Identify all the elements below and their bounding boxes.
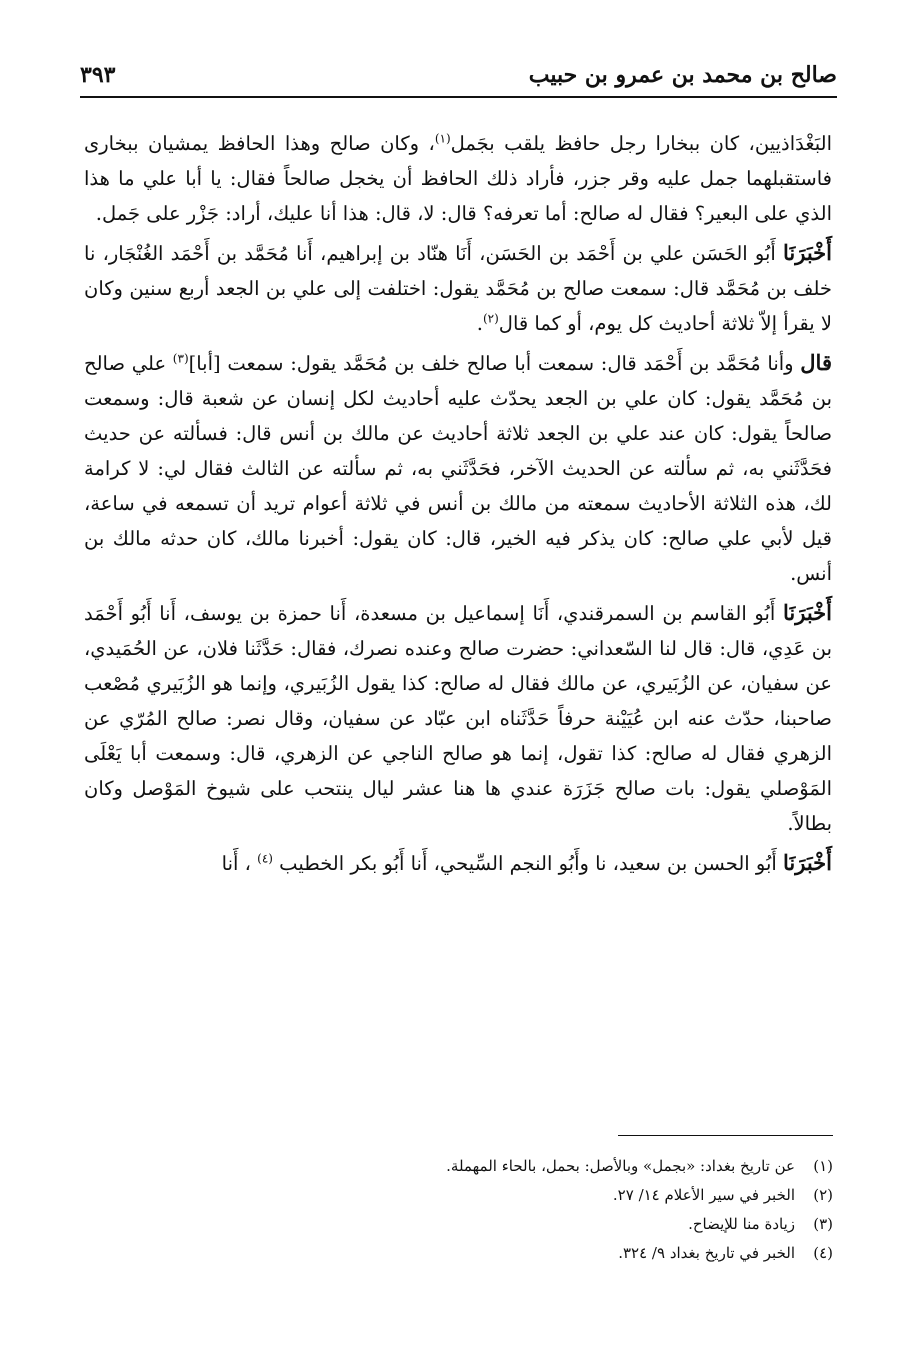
paragraph-4 [84, 595, 832, 841]
lead-word: قال [800, 350, 832, 375]
lead-word: أَخْبَرَنَا [783, 600, 832, 625]
text-segment: . [476, 312, 483, 335]
footnote-number: (٤) [813, 1244, 833, 1262]
paragraph-5 [84, 845, 832, 881]
paragraph-1 [84, 126, 832, 231]
footnote-text: زيادة منا للإيضاح. [688, 1215, 795, 1233]
footnotes [200, 1152, 833, 1268]
text-segment: أَبُو القاسم بن السمرقندي، أَنَا إسماعيل بن مسعدة، أَنا حمزة بن يوسف، أَنا أَبُو أَحْمَد بن عَدِي، قال: قال لنا السّعداني: حضرت صالح وعنده نصرك، فقال: حَدَّثَنا فلان، عن الحُمَيدي، عن سفيان، عن الزُبَيري، عن مالك فقال له صالح: كذا يقول الزُبَيري، وإنما هو الزُبَيري مُصْعب صاحبنا، حدّث عنه ابن عُيَيْنة حرفاً حَدَّثَناه ابن عبّاد عن سفيان، وقال نصر: صالح المُرّي عن الزهري فقال له صالح: كذا تقول، إنما هو صالح الناجي عن الزهري، قال: وسمعت أبا يَعْلَى المَوْصلي يقول: بات صالح جَزَرَة عندي ها هنا عشر ليال ينتحب على شيوخ المَوْصل وكان بطالاً. [84, 602, 832, 835]
text-segment: ، وكان صالح وهذا الحافظ يمشيان ببخارى فاستقبلهما جمل عليه وقر جزر، فأراد ذلك الحافظ أن يخجل صالحاً فقال: يا أبا علي ما هذا الذي على البعير؟ فقال له صالح: أما تعرفه؟ قال: لا، قال: هذا أنا عليك، أراد: جَزْر على جَمل. [84, 132, 832, 225]
chapter-title: صالح بن محمد بن عمرو بن حبيب [528, 62, 837, 88]
body-text [84, 126, 832, 885]
text-segment: علي صالح بن مُحَمَّد يقول: كان علي بن الجعد يحدّث عليه أحاديث لكل إنسان عن شعبة قال: وسمعت صالحاً يقول: كان عند علي بن الجعد ثلاثة أحاديث عن مالك بن أنس قال: فسألته عن حديث فحَدَّثَني به، ثم سألته عن الحديث الآخر، فحَدَّثَني به، ثم سألته عن الثالث فقال لي: لا كرامة لك، هذه الثلاثة الأحاديث سمعته من مالك بن أنس في ثلاثة أعوام تريد أن تسمعه في ساعة، قيل لأبي علي صالح: كان يذكر فيه الخير، قال: كان يقول: أخبرنا مالك، كان حدثه مالك بن أنس. [84, 352, 832, 585]
footnote-text: عن تاريخ بغداد: «بجمل» وبالأصل: بحمل، بالحاء المهملة. [446, 1157, 795, 1175]
footnote-text: الخبر في تاريخ بغداد ٩/ ٣٢٤. [618, 1244, 795, 1262]
footnote-number: (٣) [813, 1215, 833, 1233]
paragraph-2 [84, 235, 832, 341]
text-segment: ، أَنا [221, 852, 258, 875]
text-segment: أَبُو الحَسَن علي بن أَحْمَد بن الحَسَن، أَنَا هنّاد بن إبراهيم، أَنا مُحَمَّد بن أَحْمَد الغُنْجَار، نا خلف بن مُحَمَّد قال: سمعت صالح بن مُحَمَّد يقول: اختلفت إلى علي بن الجعد أربع سنين وكان لا يقرأ إلاّ ثلاثة أحاديث كل يوم، أو كما قال [84, 242, 832, 335]
footnote-4 [200, 1239, 833, 1268]
text-segment: أَبُو الحسن بن سعيد، نا وأَبُو النجم السِّيحي، أَنا أَبُو بكر الخطيب [272, 852, 784, 875]
running-header [80, 56, 837, 98]
footnote-text: الخبر في سير الأعلام ١٤/ ٢٧. [612, 1186, 795, 1204]
footnote-number: (٢) [813, 1186, 833, 1204]
footnote-1 [200, 1152, 833, 1181]
footnote-separator [618, 1135, 833, 1136]
footnote-reference[interactable]: (٣) [172, 351, 189, 366]
text-segment: وأنا مُحَمَّد بن أَحْمَد قال: سمعت أبا صالح خلف بن مُحَمَّد يقول: سمعت [أبا] [188, 352, 801, 375]
footnote-reference[interactable]: (٤) [257, 851, 273, 866]
footnote-reference[interactable]: (٢) [482, 311, 499, 326]
text-segment: البَغْدَاذيين، كان ببخارا رجل حافظ يلقب بجَمل [450, 132, 832, 155]
footnote-3 [200, 1210, 833, 1239]
footnote-number: (١) [813, 1157, 833, 1175]
page-number: ٣٩٣ [80, 62, 116, 88]
lead-word: أَخْبَرَنَا [783, 240, 832, 265]
footnote-reference[interactable]: (١) [434, 131, 451, 146]
footnote-2 [200, 1181, 833, 1210]
lead-word: أَخْبَرَنَا [783, 850, 832, 875]
paragraph-3 [84, 345, 832, 591]
